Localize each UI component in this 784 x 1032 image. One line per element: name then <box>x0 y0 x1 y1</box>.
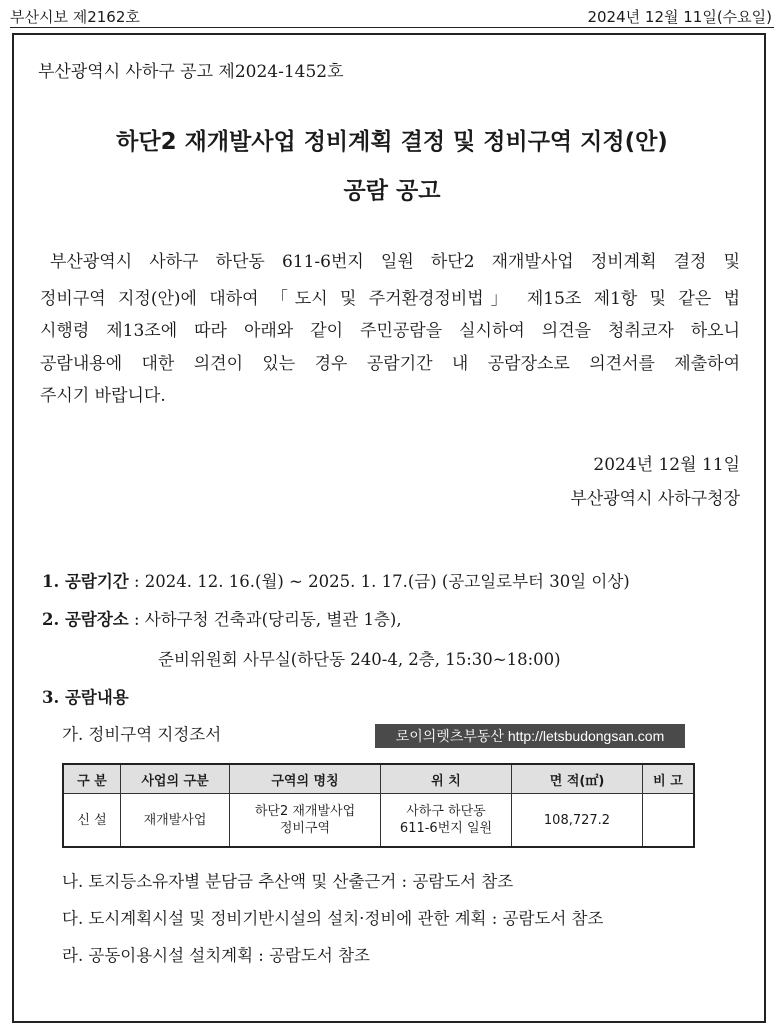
cell-location-line2: 611-6번지 일원 <box>399 821 493 836</box>
place-value-1: 사하구청 건축과(당리동, 별관 1층), <box>144 610 402 629</box>
item-content <box>42 684 129 708</box>
header-rule <box>10 27 774 28</box>
place-value-2: 준비위원회 사무실(하단동 240-4, 2층, 15:30~18:00) <box>158 650 561 669</box>
cell-note <box>643 794 695 848</box>
cell-name-line2: 정비구역 <box>279 821 331 836</box>
cell-location <box>381 794 512 848</box>
body-line-5: 주시기 바랍니다. <box>40 386 166 406</box>
cell-kind: 신 설 <box>63 794 121 848</box>
body-line-4: 공람내용에 대한 의견이 있는 경우 공람기간 내 공람장소로 의견서를 제출하여 <box>40 354 740 374</box>
notice-title-line2: 공람 공고 <box>343 178 441 204</box>
item-place <box>42 606 402 630</box>
content-label: 3. 공람내용 <box>42 688 129 707</box>
sub-item-ga: 가. 정비구역 지정조서 <box>62 725 222 744</box>
notice-number: 부산광역시 사하구 공고 제2024-1452호 <box>38 62 344 82</box>
col-business: 사업의 구분 <box>121 764 230 794</box>
place-colon: : <box>133 610 145 629</box>
place-label: 2. 공람장소 <box>42 610 129 629</box>
notice-date: 2024년 12월 11일 <box>593 455 740 475</box>
designation-table <box>62 763 695 848</box>
period-colon: : <box>133 572 145 591</box>
cell-area: 108,727.2 <box>512 794 643 848</box>
notice-title: 하단2 재개발사업 정비계획 결정 및 정비구역 지정(안) <box>116 129 668 155</box>
col-location: 위 치 <box>381 764 512 794</box>
col-note: 비 고 <box>643 764 695 794</box>
sub-item-ra: 라. 공동이용시설 설치계획 : 공람도서 참조 <box>62 946 370 965</box>
gazette-date: 2024년 12월 11일(수요일) <box>587 8 772 26</box>
body-line-1: 부산광역시 사하구 하단동 611-6번지 일원 하단2 재개발사업 정비계획 결정 및 <box>50 252 740 272</box>
sub-item-da: 다. 도시계획시설 및 정비기반시설의 설치·정비에 관한 계획 : 공람도서 참조 <box>62 909 604 928</box>
period-value: 2024. 12. 16.(월) ~ 2025. 1. 17.(금) (공고일로부터 30일 이상) <box>144 572 630 591</box>
cell-name-line1: 하단2 재개발사업 <box>254 804 356 819</box>
body-line-3: 시행령 제13조에 따라 아래와 같이 주민공람을 실시하여 의견을 청취코자 하오니 <box>40 321 740 341</box>
sub-item-na: 나. 토지등소유자별 분담금 추산액 및 산출근거 : 공람도서 참조 <box>62 872 514 891</box>
col-area: 면 적(㎡) <box>512 764 643 794</box>
cell-name <box>230 794 381 848</box>
cell-business: 재개발사업 <box>121 794 230 848</box>
cell-location-line1: 사하구 하단동 <box>406 804 486 819</box>
period-label: 1. 공람기간 <box>42 572 129 591</box>
watermark-banner: 로이의렛츠부동산 http://letsbudongsan.com <box>375 724 685 748</box>
body-line-2: 정비구역 지정(안)에 대하여 「도시 및 주거환경정비법」 제15조 제1항 및 같은 법 <box>40 289 740 309</box>
gazette-issue: 부산시보 제2162호 <box>10 8 140 26</box>
col-kind: 구 분 <box>63 764 121 794</box>
table-header-row <box>63 764 694 794</box>
table-row <box>63 794 694 848</box>
col-name: 구역의 명칭 <box>230 764 381 794</box>
signer: 부산광역시 사하구청장 <box>570 489 740 509</box>
item-period <box>42 568 630 592</box>
